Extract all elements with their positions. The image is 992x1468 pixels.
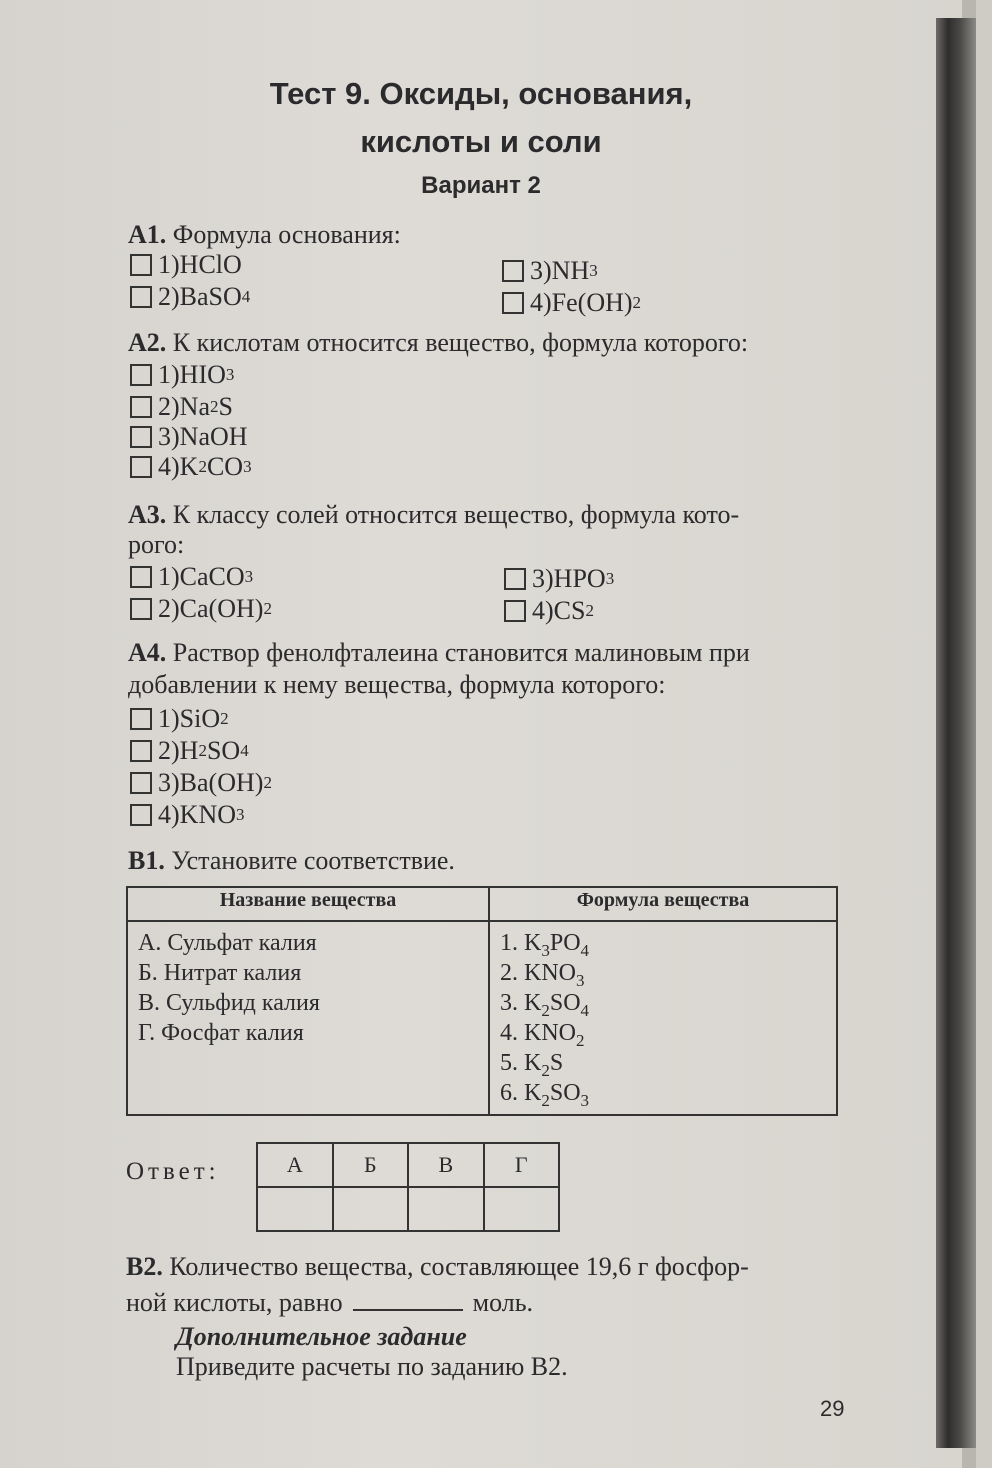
answer-header-a: А — [257, 1143, 333, 1187]
extra-task-title: Дополнительное задание — [176, 1322, 467, 1351]
question-text: К кислотам относится вещество, формула которого: — [172, 328, 749, 357]
list-item: 1. $K_3PO_4$ — [500, 930, 590, 960]
question-label: А3. — [128, 500, 167, 529]
question-text: К классу солей относится вещество, формула кото- — [172, 500, 740, 529]
checkbox[interactable] — [502, 260, 524, 282]
checkbox[interactable] — [130, 708, 152, 730]
question-b2 — [126, 1252, 749, 1282]
list-item: 4. $KNO_2$ — [500, 1020, 585, 1050]
question-label: В1. — [128, 846, 165, 875]
checkbox[interactable] — [130, 396, 152, 418]
question-text: Количество вещества, составляющее 19,6 г фосфор- — [169, 1252, 749, 1281]
question-a3 — [128, 500, 739, 530]
question-a4 — [128, 638, 750, 668]
question-b1 — [128, 846, 455, 876]
question-a2 — [128, 328, 748, 358]
list-item: 5. $K_2S$ — [500, 1050, 564, 1080]
unit-label: моль. — [472, 1288, 534, 1317]
question-text: ной кислоты, равно — [126, 1288, 343, 1317]
checkbox[interactable] — [130, 598, 152, 620]
checkbox[interactable] — [130, 364, 152, 386]
checkbox[interactable] — [130, 426, 152, 448]
checkbox[interactable] — [130, 456, 152, 478]
question-text: Раствор фенолфталеина становится малиновым при — [172, 638, 750, 667]
a1-option-1[interactable]: 1) HClO — [130, 250, 242, 280]
question-label: А2. — [128, 328, 167, 357]
a3-option-1[interactable]: 1) CaCO 3 — [130, 562, 253, 592]
list-item: 3. $K_2SO_4$ — [500, 990, 590, 1020]
answer-header-g: Г — [484, 1143, 559, 1187]
a3-option-3[interactable]: 3) HPO 3 — [504, 564, 614, 594]
a4-option-2[interactable]: 2) H 2 SO 4 — [130, 736, 249, 766]
question-a4-cont: добавлении к нему вещества, формула которого: — [128, 670, 666, 699]
list-item: 2. $KNO_3$ — [500, 960, 585, 990]
a4-option-1[interactable]: 1) SiO 2 — [130, 704, 229, 734]
list-item: А. Сульфат калия — [138, 930, 317, 956]
checkbox[interactable] — [130, 286, 152, 308]
names-cell — [127, 921, 489, 1115]
question-text: Формула основания: — [172, 220, 401, 249]
answer-cell-b[interactable] — [333, 1187, 408, 1231]
book-spine — [936, 18, 976, 1448]
answer-header-v: В — [408, 1143, 484, 1187]
matching-table — [126, 886, 838, 1116]
checkbox[interactable] — [504, 600, 526, 622]
test-title-line1: Тест 9. Оксиды, основания, — [269, 76, 693, 111]
checkbox[interactable] — [130, 804, 152, 826]
a3-option-2[interactable]: 2) Ca(OH) 2 — [130, 594, 272, 624]
question-label: А4. — [128, 638, 167, 667]
answer-cell-a[interactable] — [257, 1187, 333, 1231]
page-number: 29 — [820, 1396, 845, 1421]
formulas-cell — [489, 921, 837, 1115]
list-item: Б. Нитрат калия — [138, 960, 302, 986]
answer-cell-g[interactable] — [484, 1187, 559, 1231]
question-a3-cont: рого: — [128, 530, 185, 559]
a1-option-4[interactable]: 4) Fe(OH) 2 — [502, 288, 641, 318]
answer-cell-v[interactable] — [408, 1187, 484, 1231]
checkbox[interactable] — [130, 740, 152, 762]
answer-label: Ответ: — [126, 1158, 220, 1185]
answer-header-b: Б — [333, 1143, 408, 1187]
column-header-name: Название вещества — [127, 887, 489, 921]
list-item: В. Сульфид калия — [138, 990, 320, 1016]
column-header-formula: Формула вещества — [489, 887, 837, 921]
list-item: Г. Фосфат калия — [138, 1020, 304, 1046]
checkbox[interactable] — [130, 566, 152, 588]
question-text: Установите соответствие. — [171, 846, 455, 875]
a2-option-2[interactable]: 2) Na 2 S — [130, 392, 233, 422]
a4-option-3[interactable]: 3) Ba(OH) 2 — [130, 768, 272, 798]
checkbox[interactable] — [502, 292, 524, 314]
a2-option-1[interactable]: 1) HIO 3 — [130, 360, 234, 390]
answer-grid — [256, 1142, 560, 1232]
question-a1 — [128, 220, 401, 250]
list-item: 6. $K_2SO_3$ — [500, 1080, 590, 1110]
a3-option-4[interactable]: 4) CS 2 — [504, 596, 594, 626]
page-edge — [976, 0, 992, 1468]
checkbox[interactable] — [130, 772, 152, 794]
checkbox[interactable] — [504, 568, 526, 590]
question-b2-cont — [126, 1288, 533, 1318]
question-label: А1. — [128, 220, 167, 249]
a2-option-3[interactable]: 3) NaOH — [130, 422, 248, 452]
answer-blank-field[interactable] — [353, 1309, 463, 1311]
a1-option-3[interactable]: 3) NH 3 — [502, 256, 598, 286]
checkbox[interactable] — [130, 254, 152, 276]
test-title-line2: кислоты и соли — [360, 124, 602, 159]
variant-title: Вариант 2 — [421, 172, 541, 199]
a1-option-2[interactable]: 2) BaSO 4 — [130, 282, 250, 312]
question-label: В2. — [126, 1252, 163, 1281]
a2-option-4[interactable]: 4) K 2 CO 3 — [130, 452, 252, 482]
extra-task-text: Приведите расчеты по заданию В2. — [176, 1352, 568, 1381]
a4-option-4[interactable]: 4) KNO 3 — [130, 800, 245, 830]
